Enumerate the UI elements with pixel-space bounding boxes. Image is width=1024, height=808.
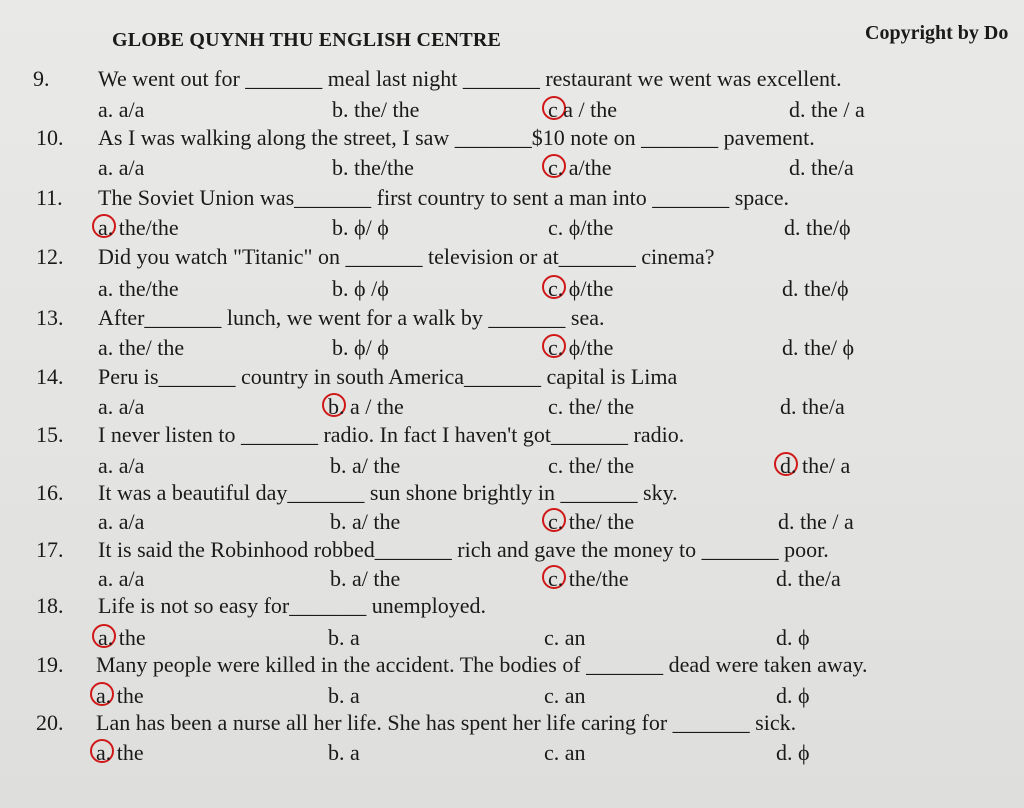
option-label: d. the / a — [789, 97, 865, 122]
option-d[interactable] — [776, 683, 810, 709]
option-label: d. the/ϕ — [782, 276, 849, 301]
option-b[interactable] — [332, 276, 389, 302]
question-number: 13. — [36, 305, 64, 330]
option-a[interactable] — [96, 683, 144, 709]
option-label: a. the — [96, 683, 144, 708]
option-b[interactable] — [328, 740, 360, 766]
question-number: 19. — [36, 652, 64, 677]
option-label: d. the / a — [778, 509, 854, 534]
option-b[interactable] — [330, 453, 400, 479]
question-number: 18. — [36, 593, 64, 618]
option-label: b. a/ the — [330, 453, 401, 478]
option-d[interactable] — [776, 625, 810, 651]
option-d[interactable] — [776, 566, 841, 592]
option-label: a. the — [96, 740, 144, 765]
question-stem: Life is not so easy for_______ unemployed. — [98, 593, 486, 618]
question-stem: We went out for _______ meal last night _______ restaurant we went was excellent. — [98, 66, 842, 91]
option-label: c. ϕ/the — [548, 335, 614, 360]
option-label: a. a/a — [98, 453, 145, 478]
option-b[interactable] — [330, 509, 400, 535]
option-label: a. the/the — [98, 215, 179, 240]
option-label: d. the/ϕ — [784, 215, 851, 240]
question-number: 12. — [36, 244, 64, 269]
question-number: 9. — [33, 66, 50, 91]
option-label: b. ϕ/ ϕ — [332, 335, 389, 360]
question-stem: Did you watch "Titanic" on _______ television or at_______ cinema? — [98, 244, 715, 269]
option-b[interactable] — [328, 394, 404, 420]
question-number: 17. — [36, 537, 64, 562]
option-a[interactable] — [98, 155, 144, 181]
option-c[interactable] — [548, 453, 634, 479]
option-label: b. ϕ /ϕ — [332, 276, 389, 301]
option-d[interactable] — [778, 509, 854, 535]
option-d[interactable] — [789, 155, 854, 181]
option-a[interactable] — [98, 215, 179, 241]
option-label: d. the/ ϕ — [782, 335, 855, 360]
question-stem: Peru is_______ country in south America_______ capital is Lima — [98, 364, 678, 389]
option-label: a. a/a — [98, 394, 145, 419]
option-d[interactable] — [776, 740, 810, 766]
option-label: d. the/a — [789, 155, 854, 180]
option-label: a. a/a — [98, 97, 145, 122]
option-label: d. the/a — [780, 394, 845, 419]
option-b[interactable] — [328, 683, 360, 709]
option-label: d. the/ a — [780, 453, 851, 478]
option-c[interactable] — [548, 566, 629, 592]
option-label: a. a/a — [98, 509, 145, 534]
option-label: b. a — [328, 740, 360, 765]
option-b[interactable] — [332, 155, 414, 181]
centre-title: GLOBE QUYNH THU ENGLISH CENTRE — [112, 29, 502, 51]
option-label: c. an — [544, 683, 586, 708]
option-label: c. an — [544, 740, 586, 765]
option-label: c. a/the — [548, 155, 612, 180]
option-b[interactable] — [332, 335, 389, 361]
question-number: 20. — [36, 710, 64, 735]
option-c[interactable] — [548, 97, 617, 123]
option-a[interactable] — [98, 276, 179, 302]
option-label: a. the/the — [98, 276, 179, 301]
option-label: b. a — [328, 625, 360, 650]
option-b[interactable] — [332, 215, 389, 241]
option-c[interactable] — [548, 155, 612, 181]
option-label: a. the — [98, 625, 146, 650]
option-label: d. ϕ — [776, 683, 810, 708]
option-label: c a / the — [548, 97, 618, 122]
option-label: d. the/a — [776, 566, 841, 591]
question-number: 10. — [36, 125, 64, 150]
option-c[interactable] — [548, 335, 613, 361]
option-label: a. the/ the — [98, 335, 185, 360]
option-c[interactable] — [548, 215, 613, 241]
copyright-line: Copyright by Do — [865, 22, 1009, 44]
question-stem: I never listen to _______ radio. In fact I haven't got_______ radio. — [98, 422, 685, 447]
option-label: a. a/a — [98, 566, 145, 591]
option-d[interactable] — [789, 97, 865, 123]
question-stem: After_______ lunch, we went for a walk by _______ sea. — [98, 305, 605, 330]
option-a[interactable] — [96, 740, 144, 766]
option-c[interactable] — [548, 394, 634, 420]
question-stem: It was a beautiful day_______ sun shone brightly in _______ sky. — [98, 480, 678, 505]
option-d[interactable] — [782, 335, 854, 361]
question-number: 16. — [36, 480, 64, 505]
option-label: c. the/the — [548, 566, 629, 591]
question-stem: It is said the Robinhood robbed_______ rich and gave the money to _______ poor. — [98, 537, 829, 562]
option-d[interactable] — [780, 453, 850, 479]
option-a[interactable] — [98, 566, 144, 592]
option-d[interactable] — [784, 215, 851, 241]
option-a[interactable] — [98, 509, 144, 535]
option-label: b. a / the — [328, 394, 404, 419]
option-label: b. a — [328, 683, 360, 708]
option-b[interactable] — [332, 97, 419, 123]
option-a[interactable] — [98, 335, 184, 361]
option-d[interactable] — [780, 394, 845, 420]
question-stem: The Soviet Union was_______ first country to sent a man into _______ space. — [98, 185, 790, 210]
option-c[interactable] — [544, 683, 586, 709]
option-label: b. a/ the — [330, 509, 401, 534]
option-label: c. ϕ/the — [548, 276, 614, 301]
question-number: 15. — [36, 422, 64, 447]
option-d[interactable] — [782, 276, 849, 302]
option-c[interactable] — [548, 276, 613, 302]
option-label: d. ϕ — [776, 740, 810, 765]
option-label: b. a/ the — [330, 566, 401, 591]
option-label: b. the/the — [332, 155, 414, 180]
question-number: 14. — [36, 364, 64, 389]
option-a[interactable] — [98, 394, 144, 420]
question-stem: Lan has been a nurse all her life. She has spent her life caring for _______ sick. — [96, 710, 797, 735]
option-c[interactable] — [544, 740, 586, 766]
option-label: a. a/a — [98, 155, 145, 180]
option-b[interactable] — [328, 625, 360, 651]
option-label: c. an — [544, 625, 586, 650]
question-number: 11. — [36, 185, 63, 210]
option-label: c. ϕ/the — [548, 215, 614, 240]
option-a[interactable] — [98, 625, 146, 651]
option-label: c. the/ the — [548, 453, 635, 478]
option-c[interactable] — [544, 625, 586, 651]
question-stem: As I was walking along the street, I saw _______$10 note on _______ pavement. — [98, 125, 815, 150]
option-label: d. ϕ — [776, 625, 810, 650]
question-stem: Many people were killed in the accident. The bodies of _______ dead were taken away. — [96, 652, 868, 677]
option-b[interactable] — [330, 566, 400, 592]
option-label: b. ϕ/ ϕ — [332, 215, 389, 240]
option-label: b. the/ the — [332, 97, 420, 122]
option-label: c. the/ the — [548, 509, 635, 534]
option-label: c. the/ the — [548, 394, 635, 419]
option-c[interactable] — [548, 509, 634, 535]
option-a[interactable] — [98, 97, 144, 123]
option-a[interactable] — [98, 453, 144, 479]
